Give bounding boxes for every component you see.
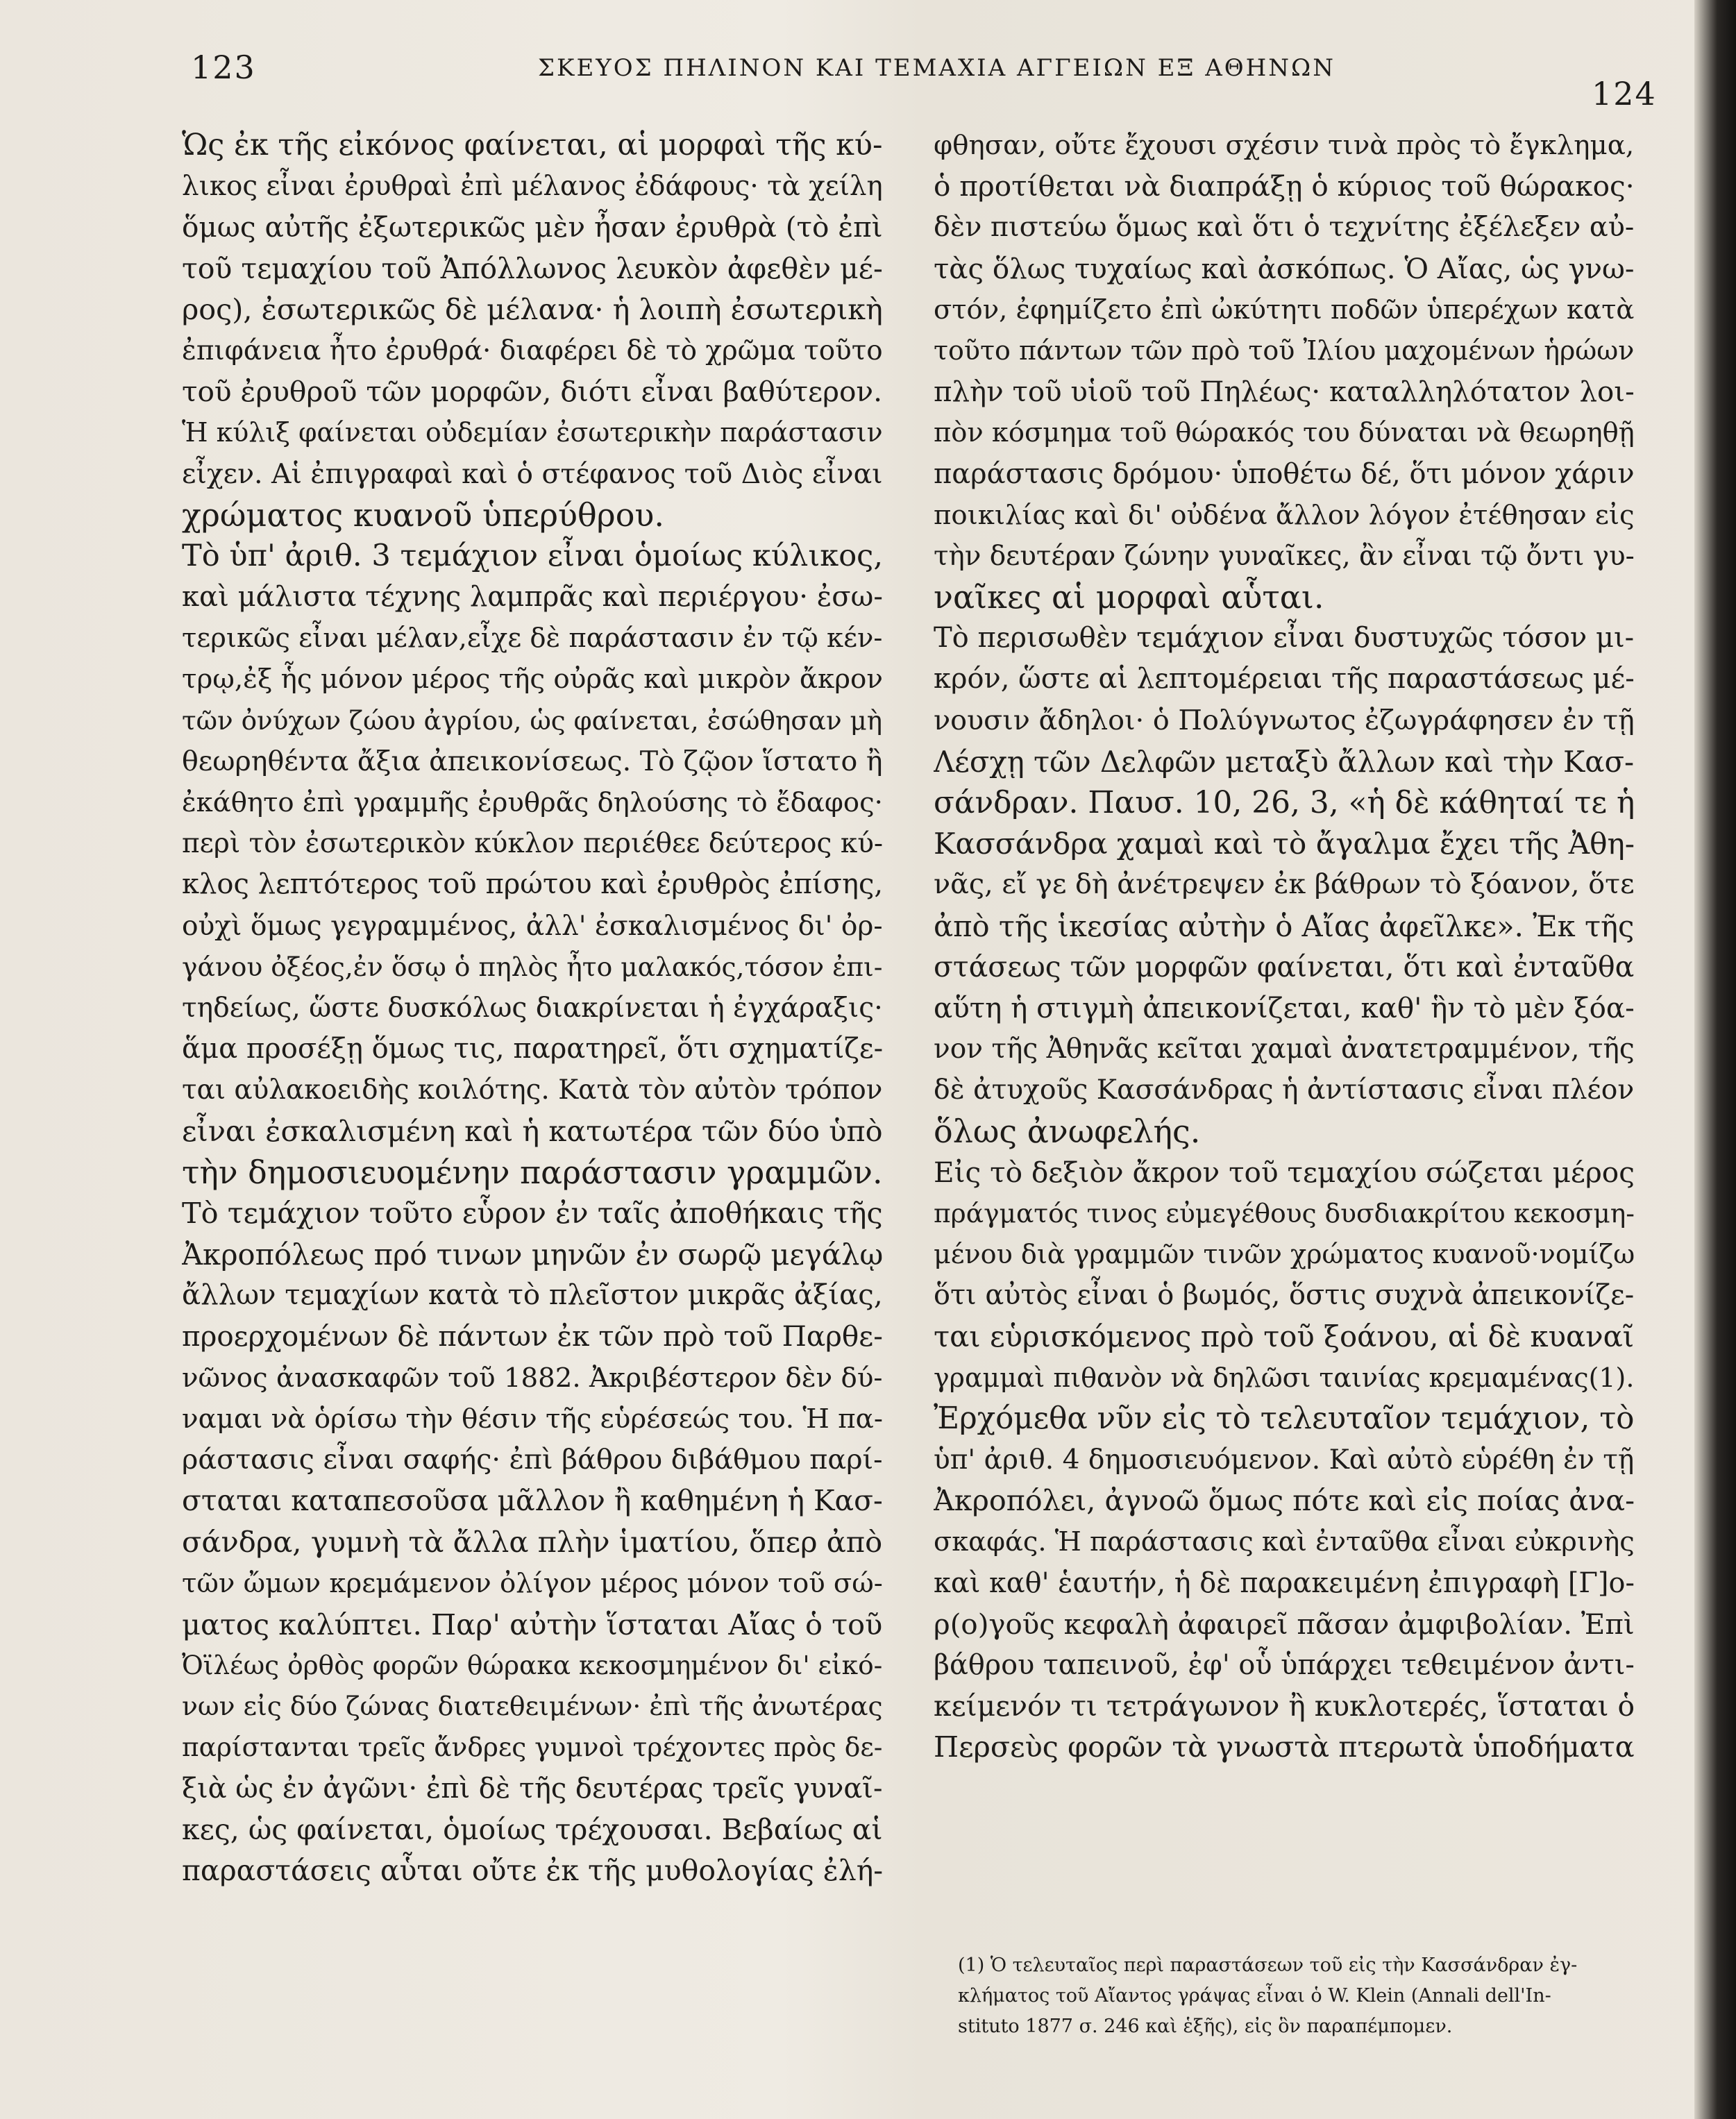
text-line: ὅμως αὐτῆς ἐξωτερικῶς μὲν ἦσαν ἐρυθρὰ (τὸ ἐπὶ (182, 210, 883, 244)
text-line: φθησαν, οὔτε ἔχουσι σχέσιν τινὰ πρὸς τὸ ἔγκλημα, (934, 130, 1635, 161)
text-line: Κασσάνδρα χαμαὶ καὶ τὸ ἄγαλμα ἔχει τῆς Ἀθη- (934, 827, 1635, 861)
text-line: στάσεως τῶν μορφῶν φαίνεται, ὅτι καὶ ἐνταῦθα (934, 949, 1635, 983)
text-line: κείμενόν τι τετράγωνον ἢ κυκλοτερές, ἵσταται ὁ (934, 1689, 1635, 1723)
text-line: ματος καλύπτει. Παρ' αὐτὴν ἵσταται Αἴας ὁ τοῦ (182, 1607, 883, 1641)
text-line: ἄλλων τεμαχίων κατὰ τὸ πλεῖστον μικρᾶς ἀξίας, (182, 1279, 883, 1312)
text-line: πλὴν τοῦ υἱοῦ τοῦ Πηλέως· καταλληλότατον λοι- (934, 375, 1635, 409)
text-line: τηδείως, ὥστε δυσκόλως διακρίνεται ἡ ἐγχάραξις· (182, 992, 883, 1024)
text-line: εἶναι ἐσκαλισμένη καὶ ἡ κατωτέρα τῶν δύο ὑπὸ (182, 1114, 883, 1148)
text-line: Ἀκροπόλεως πρό τινων μηνῶν ἐν σωρῷ μεγάλῳ (182, 1238, 883, 1272)
text-line: ἀπὸ τῆς ἱκεσίας αὐτὴν ὁ Αἴας ἀφεῖλκε». Ἐκ τῆς (934, 909, 1635, 943)
text-line: Ἀκροπόλει, ἀγνοῶ ὅμως πότε καὶ εἰς ποίας ἀνα- (934, 1484, 1635, 1518)
text-line: τοῦτο πάντων τῶν πρὸ τοῦ Ἰλίου μαχομένων ἡρώων (934, 335, 1635, 366)
text-line: γραμμαὶ πιθανὸν νὰ δηλῶσι ταινίας κρεμαμένας(1). (934, 1362, 1635, 1393)
text-line: ποικιλίας καὶ δι' οὐδένα ἄλλον λόγον ἐτέθησαν εἰς (934, 499, 1635, 531)
text-line: αὕτη ἡ στιγμὴ ἀπεικονίζεται, καθ' ἣν τὸ μὲν ξόα- (934, 991, 1635, 1024)
text-line: νᾶς, εἴ γε δὴ ἀνέτρεψεν ἐκ βάθρων τὸ ξόανον, ὅτε (934, 868, 1635, 901)
text-line: θεωρηθέντα ἄξια ἀπεικονίσεως. Τὸ ζῷον ἵστατο ἢ (182, 745, 883, 777)
page-binding-edge (1694, 0, 1736, 2119)
text-line: Τὸ περισωθὲν τεμάχιον εἶναι δυστυχῶς τόσον μι- (934, 622, 1635, 655)
text-line: νων εἰς δύο ζώνας διατεθειμένων· ἐπὶ τῆς ἀνωτέρας (182, 1691, 883, 1722)
left-column (182, 125, 883, 1891)
text-line: προερχομένων δὲ πάντων ἐκ τῶν πρὸ τοῦ Παρθε- (182, 1319, 883, 1353)
text-line: κες, ὡς φαίνεται, ὁμοίως τρέχουσαι. Βεβαίως αἱ (182, 1812, 883, 1846)
text-line: περὶ τὸν ἐσωτερικὸν κύκλον περιέθεε δεύτερος κύ- (182, 828, 883, 860)
text-line: ὁ προτίθεται νὰ διαπράξῃ ὁ κύριος τοῦ θώρακος· (934, 169, 1635, 203)
text-line: τερικῶς εἶναι μέλαν,εἶχε δὲ παράστασιν ἐν τῷ κέν- (182, 623, 883, 655)
text-line: ρ(ο)γοῦς κεφαλὴ ἀφαιρεῖ πᾶσαν ἀμφιβολίαν. Ἐπὶ (934, 1607, 1635, 1641)
text-line: τὴν δευτέραν ζώνην γυναῖκες, ἂν εἶναι τῷ ὄντι γυ- (934, 540, 1635, 572)
text-line: Τὸ ὑπ' ἀριθ. 3 τεμάχιον εἶναι ὁμοίως κύλικος, (182, 538, 883, 573)
text-line: νον τῆς Ἀθηνᾶς κεῖται χαμαὶ ἀνατετραμμένον, τῆς (934, 1033, 1635, 1065)
text-line: σταται καταπεσοῦσα μᾶλλον ἢ καθημένη ἡ Κασ- (182, 1484, 883, 1518)
right-column (934, 125, 1635, 1768)
text-line: τῶν ὤμων κρεμάμενον ὀλίγον μέρος μόνον τοῦ σώ- (182, 1567, 883, 1599)
footnote-line: κλήματος τοῦ Αἴαντος γράψας εἶναι ὁ W. Klein (Annali dell'In- (958, 1985, 1551, 2007)
text-line: ράστασις εἶναι σαφής· ἐπὶ βάθρου διβάθμου παρί- (182, 1444, 883, 1476)
text-line: καὶ καθ' ἑαυτήν, ἡ δὲ παρακειμένη ἐπιγραφὴ [Γ]ο- (934, 1567, 1635, 1599)
text-line: ναμαι νὰ ὁρίσω τὴν θέσιν τῆς εὑρέσεώς του. Ἡ πα- (182, 1403, 883, 1435)
running-title: ΣΚΕΥΟΣ ΠΗΛΙΝΟΝ ΚΑΙ ΤΕΜΑΧΙΑ ΑΓΓΕΙΩΝ ΕΞ ΑΘΗΝΩΝ (538, 54, 1335, 82)
text-line: κλος λεπτότερος τοῦ πρώτου καὶ ἐρυθρὸς ἐπίσης, (182, 868, 883, 901)
text-line: ται εὑρισκόμενος πρὸ τοῦ ξοάνου, αἱ δὲ κυαναῖ (934, 1319, 1635, 1354)
text-line: ἐκάθητο ἐπὶ γραμμῆς ἐρυθρᾶς δηλούσης τὸ ἔδαφος· (182, 787, 883, 818)
text-line: ξιὰ ὡς ἐν ἀγῶνι· ἐπὶ δὲ τῆς δευτέρας τρεῖς γυναῖ- (182, 1772, 883, 1805)
text-line: Ὡς ἐκ τῆς εἰκόνος φαίνεται, αἱ μορφαὶ τῆς κύ- (182, 128, 883, 162)
text-line: τοῦ ἐρυθροῦ τῶν μορφῶν, διότι εἶναι βαθύτερον. (182, 375, 883, 409)
text-line: παραστάσεις αὗται οὔτε ἐκ τῆς μυθολογίας ἐλή- (182, 1853, 883, 1887)
text-line: παρίστανται τρεῖς ἄνδρες γυμνοὶ τρέχοντες πρὸς δε- (182, 1732, 883, 1763)
text-line: βάθρου ταπεινοῦ, ἐφ' οὗ ὑπάρχει τεθειμένον ἀντι- (934, 1648, 1635, 1681)
text-line: Λέσχῃ τῶν Δελφῶν μεταξὺ ἄλλων καὶ τὴν Κασ- (934, 744, 1635, 779)
text-line: Εἰς τὸ δεξιὸν ἄκρον τοῦ τεμαχίου σώζεται μέρος (934, 1155, 1635, 1189)
page-number-left: 123 (191, 49, 256, 86)
text-line: μένου διὰ γραμμῶν τινῶν χρώματος κυανοῦ·νομίζω (934, 1239, 1635, 1270)
text-line: ται αὐλακοειδὴς κοιλότης. Κατὰ τὸν αὐτὸν τρόπον (182, 1074, 883, 1106)
text-line: δὲν πιστεύω ὅμως καὶ ὅτι ὁ τεχνίτης ἐξέλεξεν αὐ- (934, 211, 1635, 244)
text-line: δὲ ἀτυχοῦς Κασσάνδρας ἡ ἀντίστασις εἶναι πλέον (934, 1074, 1635, 1106)
text-line: νῶνος ἀνασκαφῶν τοῦ 1882. Ἀκριβέστερον δὲν δύ- (182, 1362, 883, 1394)
text-line: ρος), ἐσωτερικῶς δὲ μέλανα· ἡ λοιπὴ ἐσωτερικὴ (182, 292, 883, 326)
footnote-line: stituto 1877 σ. 246 καὶ ἑξῆς), εἰς ὃν παραπέμπομεν. (958, 2016, 1453, 2037)
text-line: ὅλως ἀνωφελής. (934, 1112, 1201, 1150)
text-line: κρόν, ὥστε αἱ λεπτομέρειαι τῆς παραστάσεως μέ- (934, 663, 1635, 695)
text-line: τὴν δημοσιευομένην παράστασιν γραμμῶν. (182, 1153, 883, 1191)
text-line: τοῦ τεμαχίου τοῦ Ἀπόλλωνος λευκὸν ἀφεθὲν μέ- (182, 251, 883, 285)
footnote-line: (1) Ὁ τελευταῖος περὶ παραστάσεων τοῦ εἰς τὴν Κασσάνδραν ἐγ- (958, 1955, 1578, 1976)
text-line: Ἐρχόμεθα νῦν εἰς τὸ τελευταῖον τεμάχιον, τὸ (934, 1401, 1635, 1436)
text-line: σάνδρα, γυμνὴ τὰ ἄλλα πλὴν ἱματίου, ὅπερ ἀπὸ (182, 1525, 883, 1560)
text-line: τρῳ,ἐξ ἧς μόνον μέρος τῆς οὐρᾶς καὶ μικρὸν ἄκρον (182, 664, 883, 695)
text-line: ἐπιφάνεια ἦτο ἐρυθρά· διαφέρει δὲ τὸ χρῶμα τοῦτο (182, 335, 883, 366)
text-line: χρώματος κυανοῦ ὑπερύθρου. (182, 496, 664, 534)
text-line: σκαφάς. Ἡ παράστασις καὶ ἐνταῦθα εἶναι εὐκρινὴς (934, 1526, 1635, 1558)
text-line: ναῖκες αἱ μορφαὶ αὗται. (934, 578, 1324, 616)
text-line: Περσεὺς φορῶν τὰ γνωστὰ πτερωτὰ ὑποδήματα (934, 1730, 1635, 1764)
text-line: γάνου ὀξέος,ἐν ὅσῳ ὁ πηλὸς ἦτο μαλακός,τόσον ἐπι- (182, 951, 883, 982)
text-line: πὸν κόσμημα τοῦ θώρακός του δύναται νὰ θεωρηθῇ (934, 417, 1635, 449)
footnote (958, 1950, 1652, 2042)
text-line: στόν, ἐφημίζετο ἐπὶ ὠκύτητι ποδῶν ὑπερέχων κατὰ (934, 294, 1635, 326)
text-line: εἶχεν. Αἱ ἐπιγραφαὶ καὶ ὁ στέφανος τοῦ Διὸς εἶναι (182, 457, 883, 490)
text-line: Τὸ τεμάχιον τοῦτο εὗρον ἐν ταῖς ἀποθήκαις τῆς (182, 1196, 883, 1230)
page-number-right: 124 (1592, 75, 1657, 112)
text-line: ὅτι αὐτὸς εἶναι ὁ βωμός, ὅστις συχνὰ ἀπεικονίζε- (934, 1279, 1635, 1312)
text-line: ἅμα προσέξῃ ὅμως τις, παρατηρεῖ, ὅτι σχηματίζε- (182, 1033, 883, 1065)
text-line: πράγματός τινος εὐμεγέθους δυσδιακρίτου κεκοσμη- (934, 1197, 1635, 1229)
text-line: λικος εἶναι ἐρυθραὶ ἐπὶ μέλανος ἐδάφους· τὰ χείλη (182, 171, 883, 203)
text-line: τὰς ὅλως τυχαίως καὶ ἀσκόπως. Ὁ Αἴας, ὡς γνω- (934, 252, 1635, 285)
text-line: σάνδραν. Παυσ. 10, 26, 3, «ἡ δὲ κάθηταί τε ἡ (934, 785, 1635, 820)
text-line: Ὀϊλέως ὀρθὸς φορῶν θώρακα κεκοσμημένον δι' εἰκό- (182, 1649, 883, 1680)
page-header (191, 49, 1657, 112)
text-line: καὶ μάλιστα τέχνης λαμπρᾶς καὶ περιέργου· ἐσω- (182, 581, 883, 614)
text-line: Ἡ κύλιξ φαίνεται οὐδεμίαν ἐσωτερικὴν παράστασιν (182, 417, 883, 448)
text-line: οὐχὶ ὅμως γεγραμμένος, ἀλλ' ἐσκαλισμένος δι' ὀρ- (182, 910, 883, 942)
text-line: παράστασις δρόμου· ὑποθέτω δέ, ὅτι μόνον χάριν (934, 457, 1635, 490)
text-line: ὑπ' ἀριθ. 4 δημοσιευόμενον. Καὶ αὐτὸ εὑρέθη ἐν τῇ (934, 1444, 1635, 1476)
text-line: τῶν ὀνύχων ζώου ἀγρίου, ὡς φαίνεται, ἐσώθησαν μὴ (182, 704, 883, 736)
text-line: νουσιν ἄδηλοι· ὁ Πολύγνωτος ἐζωγράφησεν ἐν τῇ (934, 704, 1635, 736)
